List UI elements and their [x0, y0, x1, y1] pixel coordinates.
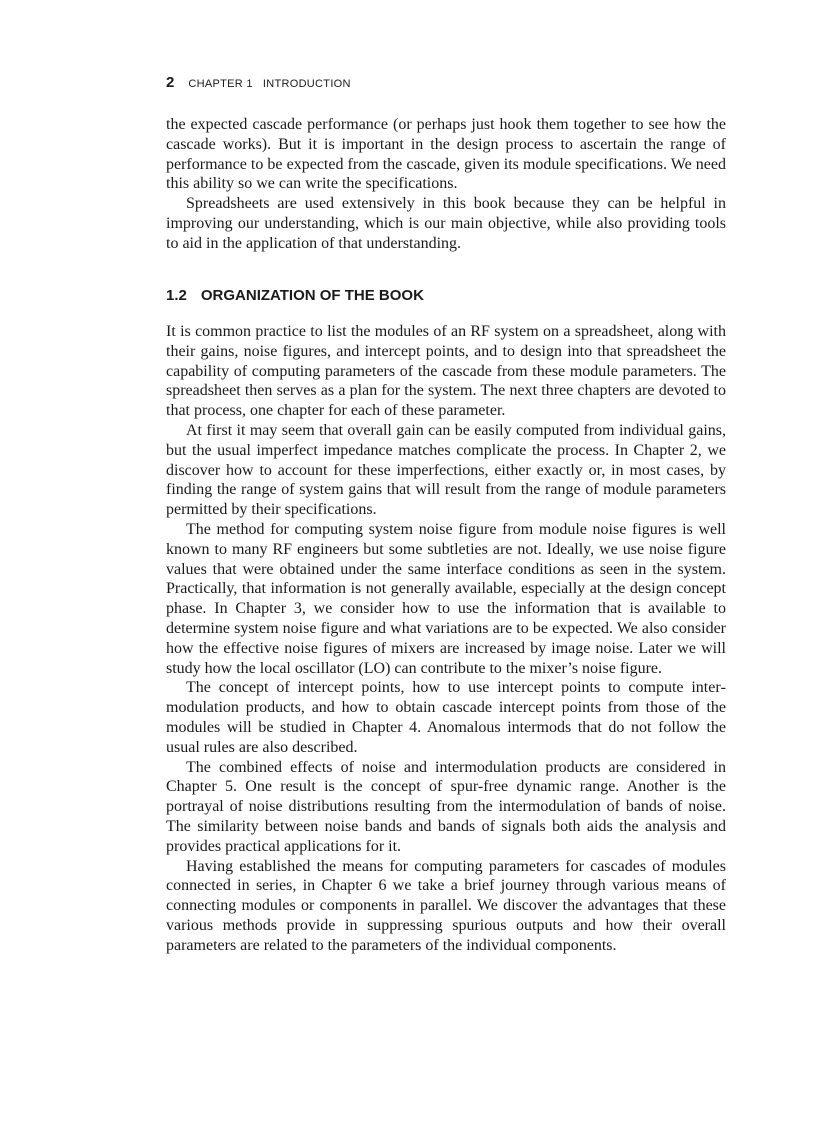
- section-text-block: [166, 322, 726, 956]
- paragraph: Spreadsheets are used extensively in this book because they can be helpful in improving our understanding, which is our main objective, while also providing tools to aid in the application of that understanding.: [166, 195, 726, 252]
- intro-text-block: [166, 115, 726, 254]
- paragraph: The method for computing system noise figure from module noise figures is well known to many RF engineers but some subtleties are not. Ideally, we use noise figure values that were obtained under the same interface conditions as seen in the system. Practically, that information is not generally available, especially at the design concept phase. In Chapter 3, we consider how to use the information that is available to determine system noise figure and what variations are to be expected. We also consider how the effective noise figures of mixers are increased by image noise. Later we will study how the local oscillator (LO) can contribute to the mixer’s noise figure.: [166, 520, 726, 677]
- section-title: ORGANIZATION OF THE BOOK: [200, 287, 424, 304]
- section-heading: [166, 287, 424, 304]
- running-head: [166, 74, 351, 92]
- paragraph: The combined effects of noise and intermodulation products are considered in Chapter 5. One result is the concept of spur-free dynamic range. Another is the portrayal of noise distributions resulting from the intermodulation of bands of noise. The similarity between noise bands and bands of signals both aids the analysis and provides practical applications for it.: [166, 758, 726, 855]
- paragraph: At first it may seem that overall gain can be easily computed from individual gains, but the usual imperfect impedance matches complicate the process. In Chapter 2, we discover how to account for these imperfections, either exactly or, in most cases, by finding the range of system gains that will result from the range of module parameters permitted by their specifications.: [166, 421, 726, 519]
- paragraph: It is common practice to list the modules of an RF system on a spreadsheet, along with their gains, noise figures, and intercept points, and to design into that spreadsheet the capability of computing parameters of the cascade from these module parameters. The spreadsheet then serves as a plan for the system. The next three chapters are devoted to that process, one chapter for each of these parameter.: [166, 323, 726, 420]
- paragraph: The concept of intercept points, how to use intercept points to compute intermodulation products, and how to obtain cascade intercept points from those of the modules will be studied in Chapter 4. Anomalous intermods that do not follow the usual rules are also described.: [166, 679, 726, 756]
- page-number: 2: [166, 74, 175, 91]
- section-number: 1.2: [166, 287, 187, 304]
- paragraph: Having established the means for computing parameters for cascades of modules connected in series, in Chapter 6 we take a brief journey through various means of connecting modules or components in parallel. We discover the advantages that these various methods provide in suppressing spurious outputs and how their overall parameters are related to the parameters of the individual components.: [166, 857, 726, 954]
- chapter-label: CHAPTER 1 INTRODUCTION: [188, 78, 351, 90]
- paragraph: the expected cascade performance (or perhaps just hook them together to see how the cascade works). But it is important in the design process to ascertain the range of performance to be expected from the cascade, given its module specifications. We need this ability so we can write the specifications.: [166, 116, 726, 193]
